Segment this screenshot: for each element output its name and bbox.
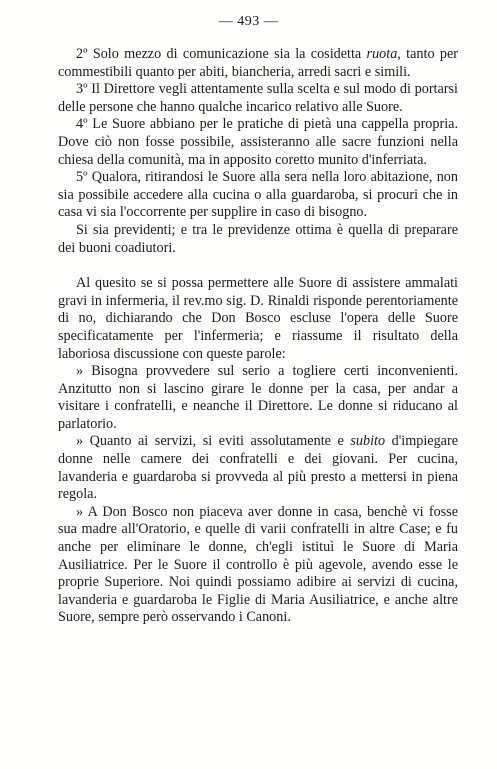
paragraph: 4º Le Suore abbiano per le pratiche di pietà una cappella propria. Dove ciò non fosse possibile, assisteranno alle sacre funzioni nella chiesa della comunità, ma in apposito coretto munito d'inferriata. <box>58 116 458 168</box>
body-text <box>58 46 458 627</box>
paragraph: Al quesito se si possa permettere alle Suore di assistere ammalati gravi in infermeria, il rev.mo sig. D. Rinaldi risponde perentoriamente di no, dichiarando che Don Bosco escluse l'opera delle Suore specificatamente per l'infermeria; e riassume il risultato della laboriosa discussione con queste parole: <box>58 275 458 362</box>
section-gap <box>58 257 458 275</box>
paragraph: » A Don Bosco non piaceva aver donne in casa, benchè vi fosse sua madre all'Oratorio, e quelle di varii confratelli in altre Case; e fu anche per eliminare le donne, ch'egli istituì le Suore di Maria Ausiliatrice. Per le Suore il controllo è più agevole, avendo esse le proprie Superiore. Noi quindi possiamo adibire ai servizi di cucina, lavanderia e guardaroba le Figlie di Maria Ausiliatrice, e anche altre Suore, sempre però osservando i Canoni. <box>58 503 458 626</box>
paragraph: » Bisogna provvedere sul serio a togliere certi inconvenienti. Anzitutto non si lascino girare le donne per la casa, per andar a visitare i confratelli, e neanche il Direttore. Le donne si riducano al parlatorio. <box>58 363 458 432</box>
page-number: — 493 — <box>218 14 279 29</box>
paragraph: 2º Solo mezzo di comunicazione sia la cosidetta ruota, tanto per commestibili quanto per abiti, biancheria, arredi sacri e simili. <box>58 46 458 80</box>
paragraph: 5º Qualora, ritirandosi le Suore alla sera nella loro abitazione, non sia possibile accedere alla cucina o alla guardaroba, si procuri che in casa vi sia l'occorrente per supplire in caso di bisogno. <box>58 169 458 221</box>
paragraph: 3º Il Direttore vegli attentamente sulla scelta e sul modo di portarsi delle persone che hanno qualche incarico relativo alle Suore. <box>58 81 458 115</box>
paragraph: » Quanto ai servizi, si eviti assolutamente e subito d'impiegare donne nelle camere dei confratelli e dei giovani. Per cucina, lavanderia e guardaroba si provveda al più presto a mettersi in piena regola. <box>58 433 459 503</box>
paragraph: Si sia previdenti; e tra le previdenze ottima è quella di preparare dei buoni coadiutori. <box>58 221 458 256</box>
